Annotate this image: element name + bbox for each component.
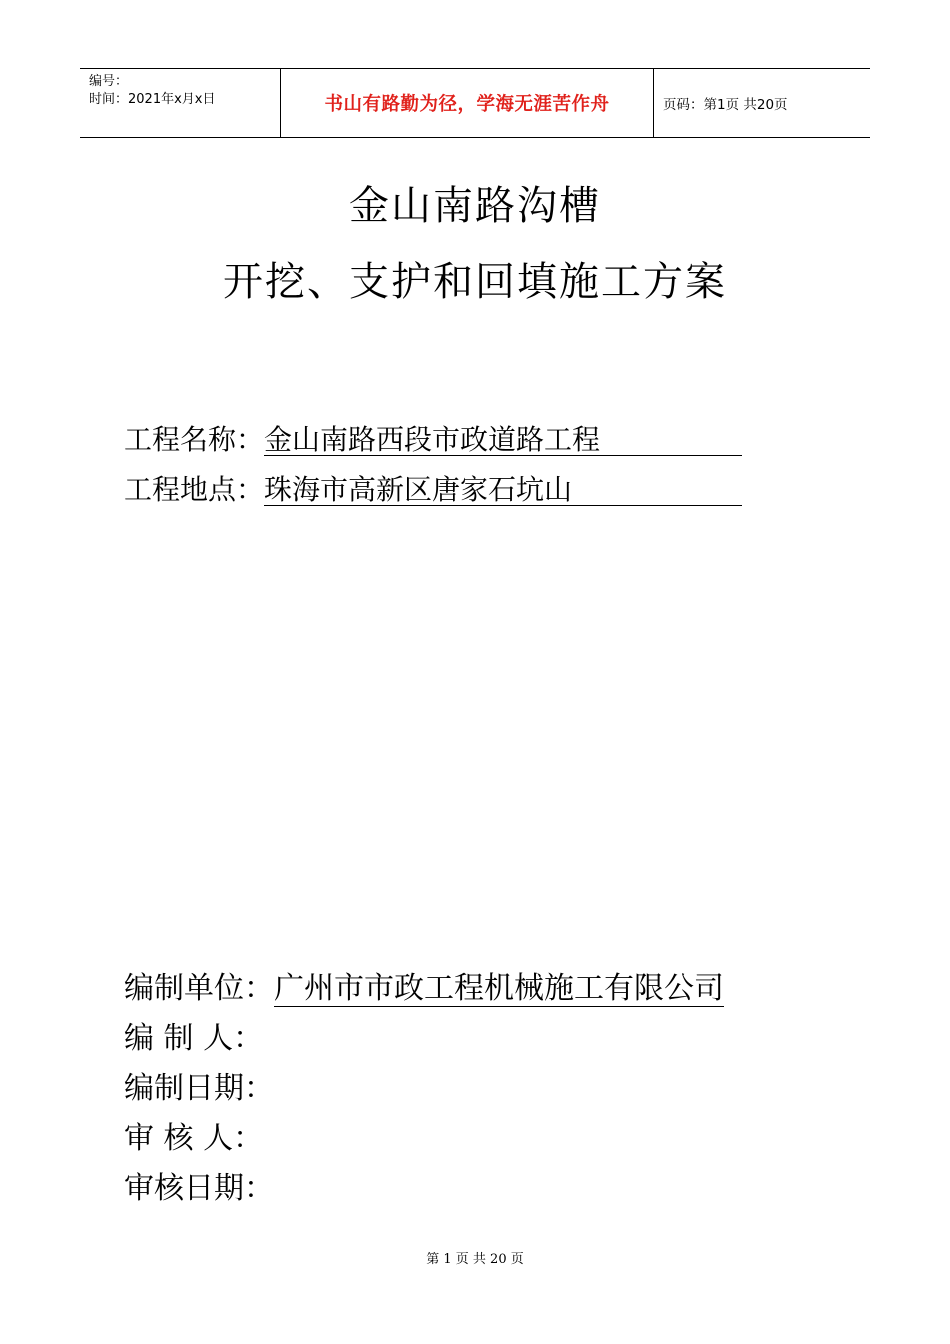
compiling-unit-label: 编制单位： [124,971,274,1006]
review-date-field: 审核日期： [124,1171,274,1206]
page-footer: 第 1 页 共 20 页 [426,1252,524,1267]
project-location-field [124,468,742,508]
header-page-info: 页码：第1页 共20页 [663,97,788,113]
document-title-line2: 开挖、支护和回填施工方案 [223,259,727,305]
project-name-value: 金山南路西段市政道路工程 [264,425,742,456]
preparer-field: 编 制 人： [124,1021,264,1056]
header-meta [80,69,281,137]
project-name-label: 工程名称： [124,423,265,456]
compiling-unit-value: 广州市市政工程机械施工有限公司 [274,971,724,1006]
document-number-label: 编号： [89,74,129,89]
compiling-unit-field [124,963,724,1007]
prepared-date-field: 编制日期： [124,1071,274,1106]
project-location-value: 珠海市高新区唐家石坑山 [264,475,742,506]
project-location-label: 工程地点： [124,473,265,506]
project-name-field [124,418,742,458]
page-header [80,68,870,138]
document-title-line1: 金山南路沟槽 [349,183,601,229]
reviewer-field: 审 核 人： [124,1121,264,1156]
document-time-label: 时间：2021年x月x日 [89,92,216,107]
header-motto: 书山有路勤为径，学海无涯苦作舟 [281,69,654,137]
